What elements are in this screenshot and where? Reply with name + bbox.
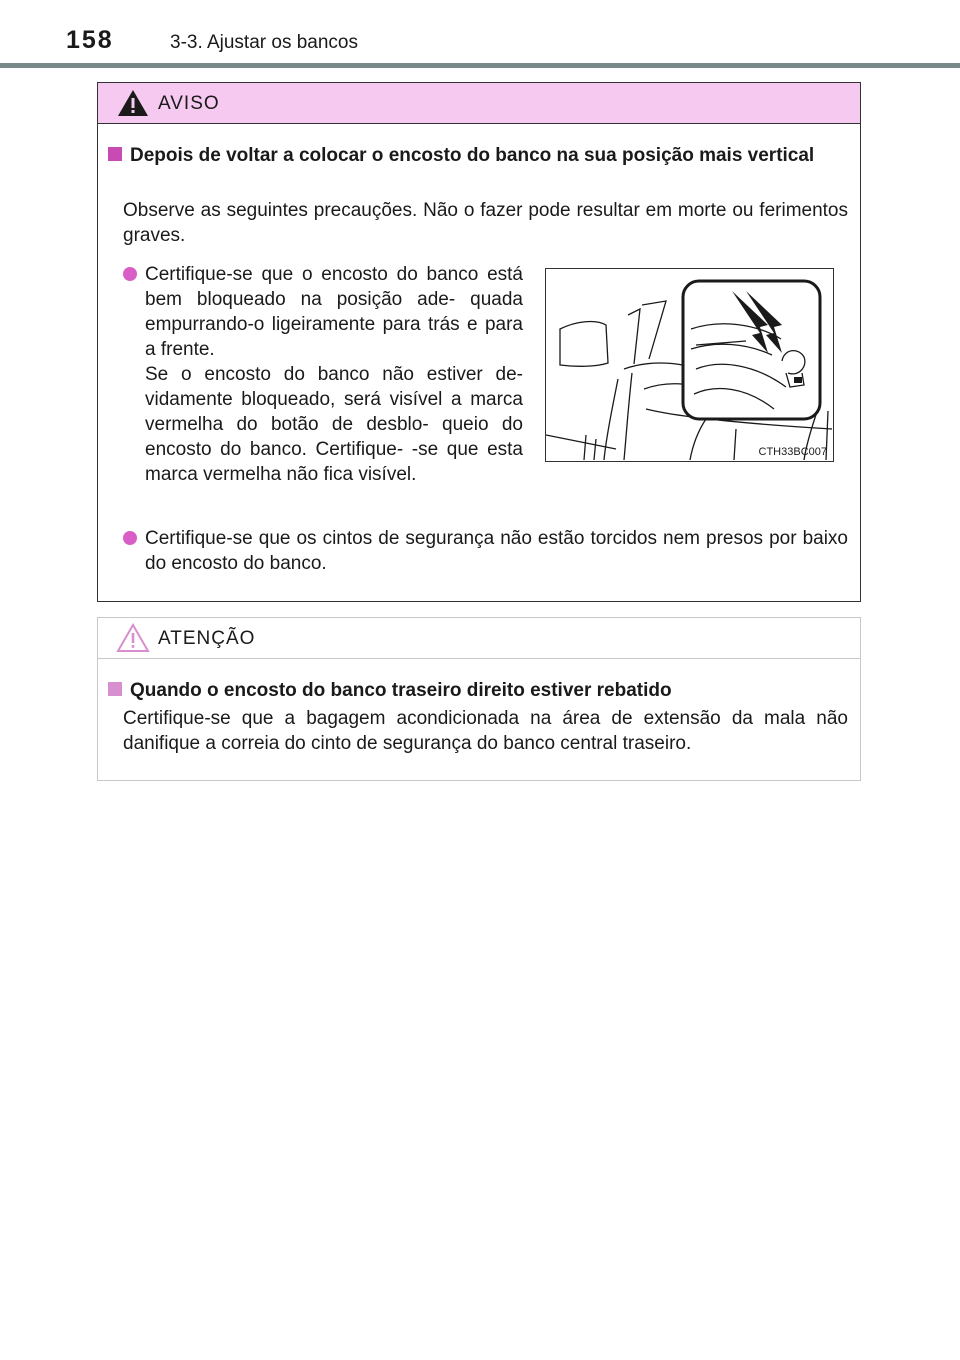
square-bullet-icon — [108, 147, 122, 161]
bullet-1-text: Certifique-se que o encosto do banco está bem bloqueado na posição ade- quada empurrando-o ligeiramente para trás e para a frente. — [145, 264, 523, 360]
warning-box — [97, 82, 861, 602]
warning-bullet-1 — [123, 262, 523, 487]
figure-code: CTH33BC007 — [758, 446, 827, 458]
warning-bullet-2 — [123, 526, 848, 576]
circle-bullet-icon — [123, 531, 137, 545]
seat-lock-illustration — [545, 268, 834, 462]
warning-subhead-text: Depois de voltar a colocar o encosto do banco na sua posição mais vertical — [130, 145, 815, 166]
caution-subhead-text: Quando o encosto do banco traseiro direito estiver rebatido — [130, 680, 672, 701]
warning-subhead — [108, 143, 854, 168]
warning-triangle-icon — [116, 88, 150, 118]
bullet-1-continuation: Se o encosto do banco não estiver de- vidamente bloqueado, será visível a marca vermelha do botão de desblo- queio do encosto do banco. Certifique- -se que esta marca vermelha não fica visível. — [145, 364, 523, 485]
square-bullet-icon — [108, 682, 122, 696]
warning-label: AVISO — [158, 93, 220, 114]
bullet-2-text: Certifique-se que os cintos de segurança não estão torcidos nem presos por baixo do encosto do banco. — [145, 528, 848, 574]
caution-body: Certifique-se que a bagagem acondicionada na área de extensão da mala não danifique a correia do cinto de segurança do banco central traseiro. — [123, 708, 848, 754]
warning-header — [98, 83, 860, 124]
caution-label: ATENÇÃO — [158, 628, 256, 649]
page-header — [0, 0, 960, 68]
caution-box — [97, 617, 861, 781]
warning-intro: Observe as seguintes precauções. Não o fazer pode resultar em morte ou ferimentos graves. — [123, 200, 848, 246]
page-number: 158 — [66, 26, 114, 54]
circle-bullet-icon — [123, 267, 137, 281]
caution-header — [98, 618, 860, 659]
caution-subhead — [108, 678, 854, 703]
header-rule — [0, 63, 960, 68]
seat-illustration-icon — [546, 269, 832, 460]
section-title: 3-3. Ajustar os bancos — [170, 32, 358, 53]
caution-triangle-icon — [116, 623, 150, 653]
